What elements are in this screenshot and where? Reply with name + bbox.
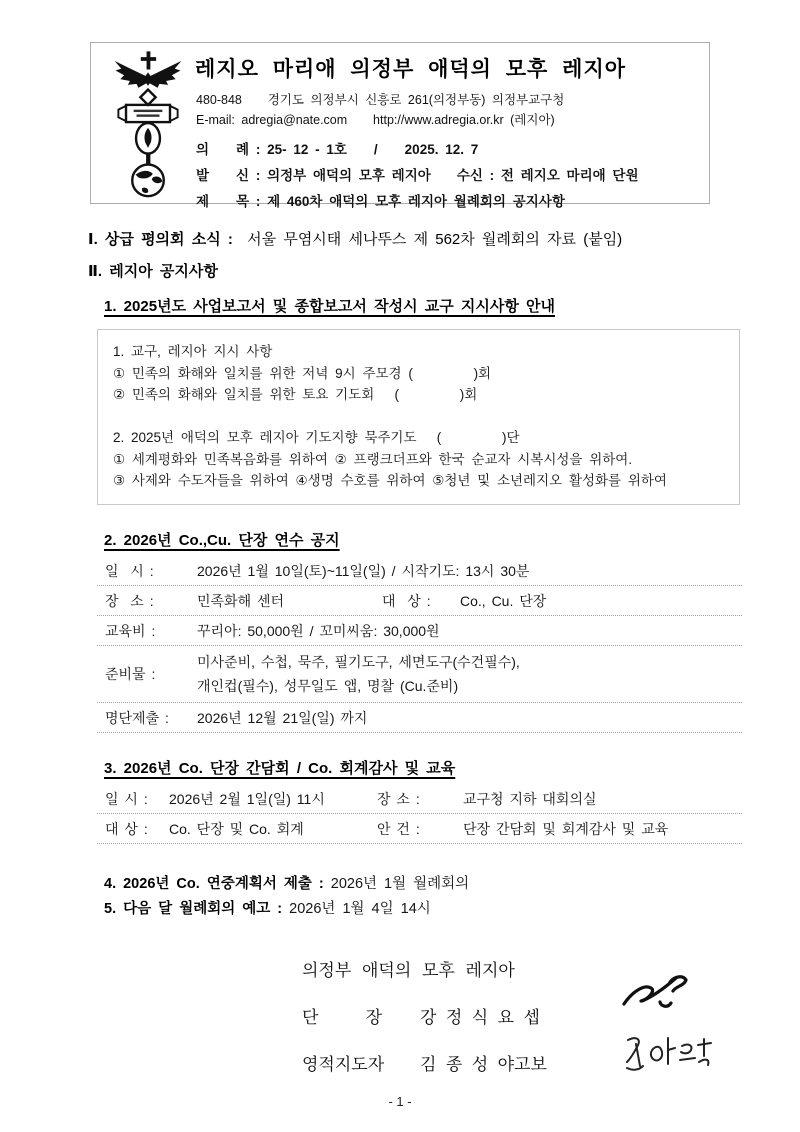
doc-number-value: 25- 12 - 1호 / 2025. 12. 7 (267, 142, 479, 157)
handwritten-signature-kim-icon (622, 1032, 718, 1074)
row-label-2: 안 건 : (377, 820, 426, 837)
letterhead-box (90, 42, 710, 209)
subject-value: 제 460차 애덕의 모후 레지아 월례회의 공지사항 (267, 194, 565, 209)
page-number: - 1 - (388, 1094, 412, 1109)
receiver-value: 전 레지오 마리애 단원 (500, 168, 639, 183)
section-2-title: Ⅱ. 레지아 공지사항 (88, 263, 218, 280)
sender-line (196, 163, 639, 189)
row-label: 교육비 : (105, 622, 156, 639)
signature-role: 단 장 (302, 1008, 383, 1027)
document-meta (196, 137, 639, 215)
legion-vexillum-logo (105, 49, 191, 199)
notice-1-box (97, 329, 740, 505)
subject-label: 제 목 : (196, 194, 268, 209)
signature-organization: 의정부 애덕의 모후 레지아 (302, 961, 515, 980)
signature-role: 영적지도자 (302, 1055, 385, 1074)
row-value: 민족화해 센터 (197, 592, 285, 609)
row-label-2: 대 상 : (382, 592, 437, 609)
section-1-heading (88, 228, 622, 249)
row-label: 장 소 : (105, 592, 154, 609)
handwritten-signature-kang-icon (620, 972, 696, 1024)
sender-value: 의정부 애덕의 모후 레지아 (267, 168, 431, 183)
supplies-line-2: 개인컵(필수), 성무일도 앱, 명찰 (Cu.준비) (197, 678, 459, 694)
notice-3-title: 3. 2026년 Co. 단장 간담회 / Co. 회계감사 및 교육 (104, 760, 456, 777)
notice-3-table (97, 784, 742, 844)
box-line: 2. 2025년 애덕의 모후 레지아 기도지향 묵주기도 ( )단 (113, 430, 520, 445)
sender-label: 발 신 : (196, 168, 268, 183)
row-value-2: 교구청 지하 대회의실 (463, 790, 597, 807)
row-label: 일 시 : (105, 562, 154, 579)
notice-4-label: 4. 2026년 Co. 연중계획서 제출 : (104, 876, 331, 892)
box-line: 1. 교구, 레지아 지시 사항 (113, 344, 273, 359)
signature-row-director (302, 1003, 547, 1028)
table-row-target-agenda (97, 814, 742, 844)
row-value: 꾸리아: 50,000원 / 꼬미씨움: 30,000원 (197, 622, 440, 639)
row-value: 2026년 12월 21일(일) 까지 (197, 709, 368, 726)
table-row-place-target (97, 586, 742, 616)
table-row-roster-deadline (97, 703, 742, 733)
box-line (113, 406, 724, 428)
signature-row-spiritual-director (302, 1050, 547, 1075)
table-row-datetime-place (97, 784, 742, 814)
signature-name: 강 정 식 요 셉 (420, 1008, 540, 1027)
row-value-2: 단장 간담회 및 회계감사 및 교육 (463, 820, 669, 837)
row-value: 2026년 1월 10일(토)~11일(일) / 시작기도: 13시 30분 (197, 562, 530, 579)
box-line: ③ 사제와 수도자들을 위하여 ④생명 수호를 위하여 ⑤청년 및 소년레지오 활성화를 위하여 (113, 473, 667, 488)
section-1-title: Ⅰ. 상급 평의회 소식 : (88, 231, 241, 248)
notice-4-5 (104, 872, 469, 922)
box-line: ① 세계평화와 민족복음화를 위하여 ② 프랭크더프와 한국 순교자 시복시성을 위하여. (113, 451, 633, 467)
notice-2-title: 2. 2026년 Co.,Cu. 단장 연수 공지 (104, 532, 340, 549)
row-label: 대 상 : (105, 820, 154, 837)
organization-address: 480-848 경기도 의정부시 신흥로 261(의정부동) 의정부교구청 (196, 93, 565, 107)
table-row-supplies (97, 646, 742, 703)
subject-line (196, 189, 639, 215)
row-label-2: 장 소 : (377, 790, 426, 807)
notice-5-line (104, 897, 469, 922)
row-value (197, 650, 742, 698)
notice-1-title: 1. 2025년도 사업보고서 및 종합보고서 작성시 교구 지시사항 안내 (104, 298, 555, 315)
signature-name: 김 종 성 야고보 (420, 1055, 547, 1074)
section-2-heading (88, 260, 218, 281)
doc-number-label: 의 례 : (196, 142, 268, 157)
receiver-label: 수신 : (456, 168, 501, 183)
notice-5-label: 5. 다음 달 월례회의 예고 : (104, 901, 290, 917)
notice-4-text: 2026년 1월 월례회의 (330, 876, 470, 892)
supplies-line-1: 미사준비, 수첩, 묵주, 필기도구, 세면도구(수건필수), (197, 654, 520, 670)
row-value-2: Co., Cu. 단장 (460, 592, 547, 609)
notice-5-text: 2026년 1월 4일 14시 (289, 901, 431, 917)
notice-4-line (104, 872, 469, 897)
row-label: 명단제출 : (105, 709, 169, 726)
table-row-datetime (97, 556, 742, 586)
row-value: Co. 단장 및 Co. 회계 (169, 820, 304, 837)
organization-title: 레지오 마리애 의정부 애덕의 모후 레지아 (195, 58, 627, 81)
row-label: 일 시 : (105, 790, 154, 807)
box-line: ② 민족의 화해와 일치를 위한 토요 기도회 ( )회 (113, 387, 478, 402)
notice-2-table (97, 556, 742, 733)
organization-contact: E-mail: adregia@nate.com http://www.adregia.or.kr (레지아) (196, 113, 555, 127)
section-1-text: 서울 무염시태 세나뚜스 제 562차 월례회의 자료 (붙임) (240, 231, 623, 248)
doc-number-line (196, 137, 639, 163)
signature-block (302, 956, 547, 1075)
row-label: 준비물 : (105, 666, 156, 682)
row-value: 2026년 2월 1일(일) 11시 (169, 790, 325, 807)
box-line: ① 민족의 화해와 일치를 위한 저녁 9시 주모경 ( )회 (113, 365, 492, 381)
table-row-fee (97, 616, 742, 646)
